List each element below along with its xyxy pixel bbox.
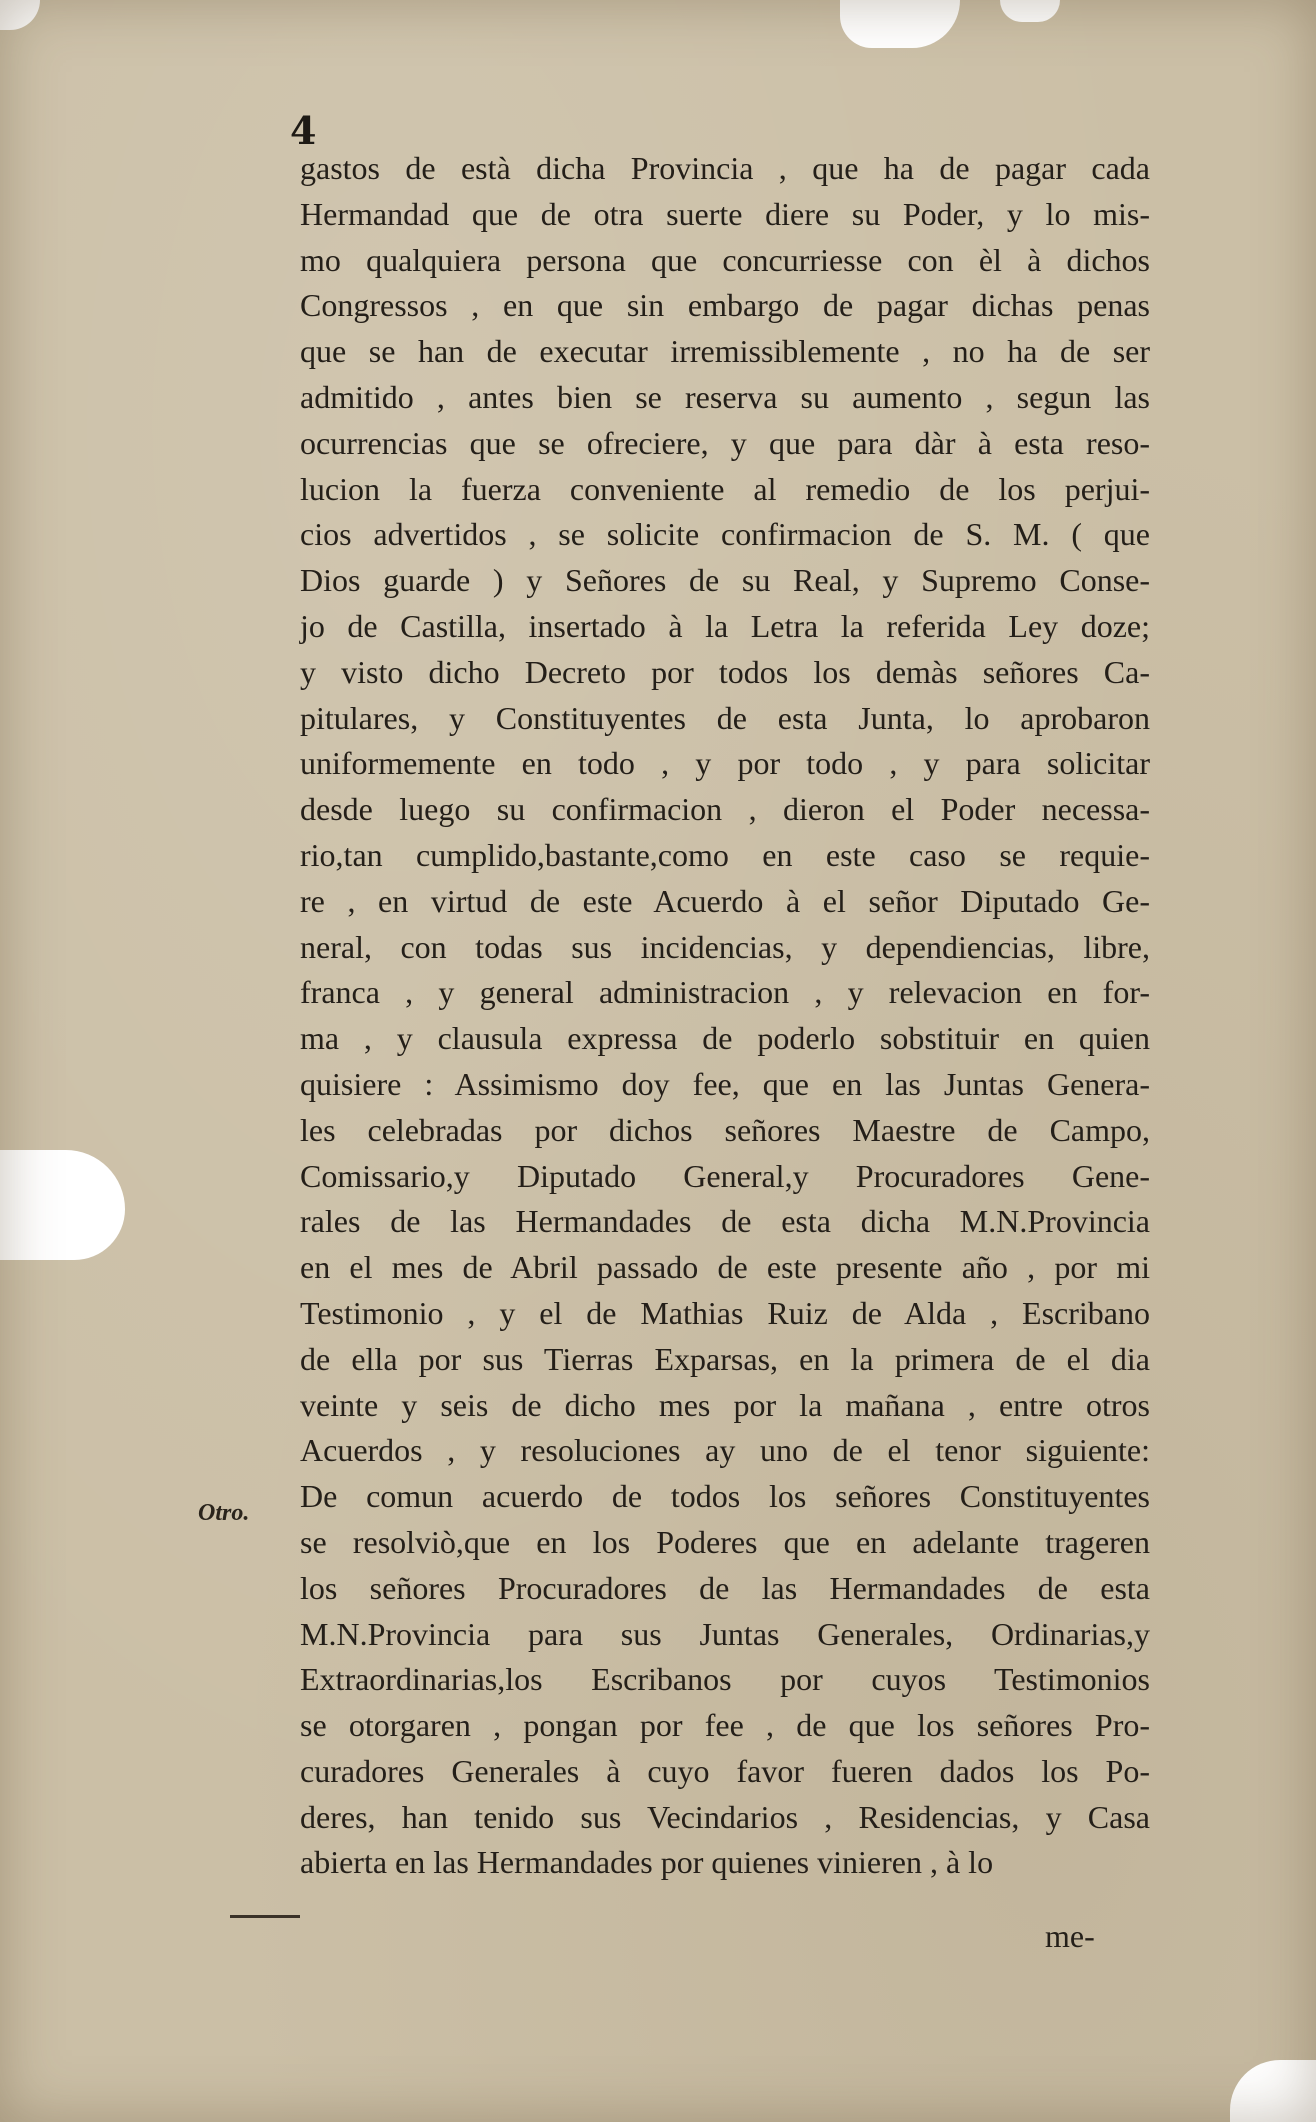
text-line: que se han de executar irremissiblemente , no ha de ser	[300, 333, 1150, 370]
text-line: ma , y clausula expressa de poderlo sobstituir en quien	[300, 1020, 1150, 1057]
text-line: admitido , antes bien se reserva su aumento , segun las	[300, 378, 1150, 415]
text-line: se otorgaren , pongan por fee , de que los señores Pro-	[300, 1707, 1150, 1744]
text-line: franca , y general administracion , y relevacion en for-	[300, 974, 1150, 1011]
text-line: rio,tan cumplido,bastante,como en este caso se requie-	[300, 836, 1150, 873]
text-line: abierta en las Hermandades por quienes vinieren , à lo	[300, 1844, 994, 1881]
text-line: De comun acuerdo de todos los señores Constituyentes	[300, 1478, 1150, 1515]
text-line: desde luego su confirmacion , dieron el Poder necessa-	[300, 791, 1150, 828]
text-line: rales de las Hermandades de esta dicha M.N.Provincia	[300, 1203, 1150, 1240]
text-line: mo qualquiera persona que concurriesse con èl à dichos	[300, 241, 1150, 278]
text-line: veinte y seis de dicho mes por la mañana , entre otros	[300, 1386, 1150, 1423]
text-line: gastos de està dicha Provincia , que ha de pagar cada	[300, 150, 1150, 186]
bottom-rule	[230, 1915, 300, 1918]
catchword: me-	[1045, 1918, 1095, 1954]
text-line: Acuerdos , y resoluciones ay uno de el tenor siguiente:	[300, 1432, 1150, 1469]
text-line: curadores Generales à cuyo favor fueren dados los Po-	[300, 1752, 1150, 1789]
body-text	[300, 146, 1150, 1886]
text-line: Comissario,y Diputado General,y Procuradores Gene-	[300, 1157, 1150, 1194]
text-line: cios advertidos , se solicite confirmacion de S. M. ( que	[300, 516, 1150, 553]
text-line: Hermandad que de otra suerte diere su Poder, y lo mis-	[300, 195, 1150, 232]
text-line: se resolviò,que en los Poderes que en adelante trageren	[300, 1523, 1150, 1560]
text-line: les celebradas por dichos señores Maestre de Campo,	[300, 1111, 1150, 1148]
text-line: Extraordinarias,los Escribanos por cuyos Testimonios	[300, 1661, 1150, 1698]
text-line: ocurrencias que se ofreciere, y que para dàr à esta reso-	[300, 424, 1150, 461]
text-line: lucion la fuerza conveniente al remedio de los perjui-	[300, 470, 1150, 507]
text-line: pitulares, y Constituyentes de esta Junta, lo aprobaron	[300, 699, 1150, 736]
text-line: uniformemente en todo , y por todo , y para solicitar	[300, 745, 1150, 782]
paper-damage-bottom-right	[1230, 2060, 1316, 2122]
paper-damage-top-small	[1000, 0, 1060, 22]
text-line: de ella por sus Tierras Exparsas, en la primera de el dia	[300, 1340, 1150, 1377]
text-line: re , en virtud de este Acuerdo à el señor Diputado Ge-	[300, 882, 1150, 919]
text-line: deres, han tenido sus Vecindarios , Residencias, y Casa	[300, 1798, 1150, 1835]
paper-damage-top-left	[0, 0, 40, 30]
paper-damage-top	[840, 0, 960, 48]
text-line: en el mes de Abril passado de este presente año , por mi	[300, 1249, 1150, 1286]
text-line: quisiere : Assimismo doy fee, que en las Juntas Genera-	[300, 1065, 1150, 1102]
text-line: Congressos , en que sin embargo de pagar dichas penas	[300, 287, 1150, 324]
text-line: Dios guarde ) y Señores de su Real, y Supremo Conse-	[300, 562, 1150, 599]
text-line: M.N.Provincia para sus Juntas Generales, Ordinarias,y	[300, 1615, 1150, 1652]
text-line: neral, con todas sus incidencias, y dependiencias, libre,	[300, 928, 1150, 965]
paper-damage-left	[0, 1150, 125, 1260]
text-line: jo de Castilla, insertado à la Letra la referida Ley doze;	[300, 607, 1150, 644]
page-number: 4	[290, 108, 317, 153]
text-line: y visto dicho Decreto por todos los demàs señores Ca-	[300, 653, 1150, 690]
margin-note: Otro.	[198, 1500, 250, 1526]
text-line: los señores Procuradores de las Hermandades de esta	[300, 1569, 1150, 1606]
text-line: Testimonio , y el de Mathias Ruiz de Alda , Escribano	[300, 1294, 1150, 1331]
